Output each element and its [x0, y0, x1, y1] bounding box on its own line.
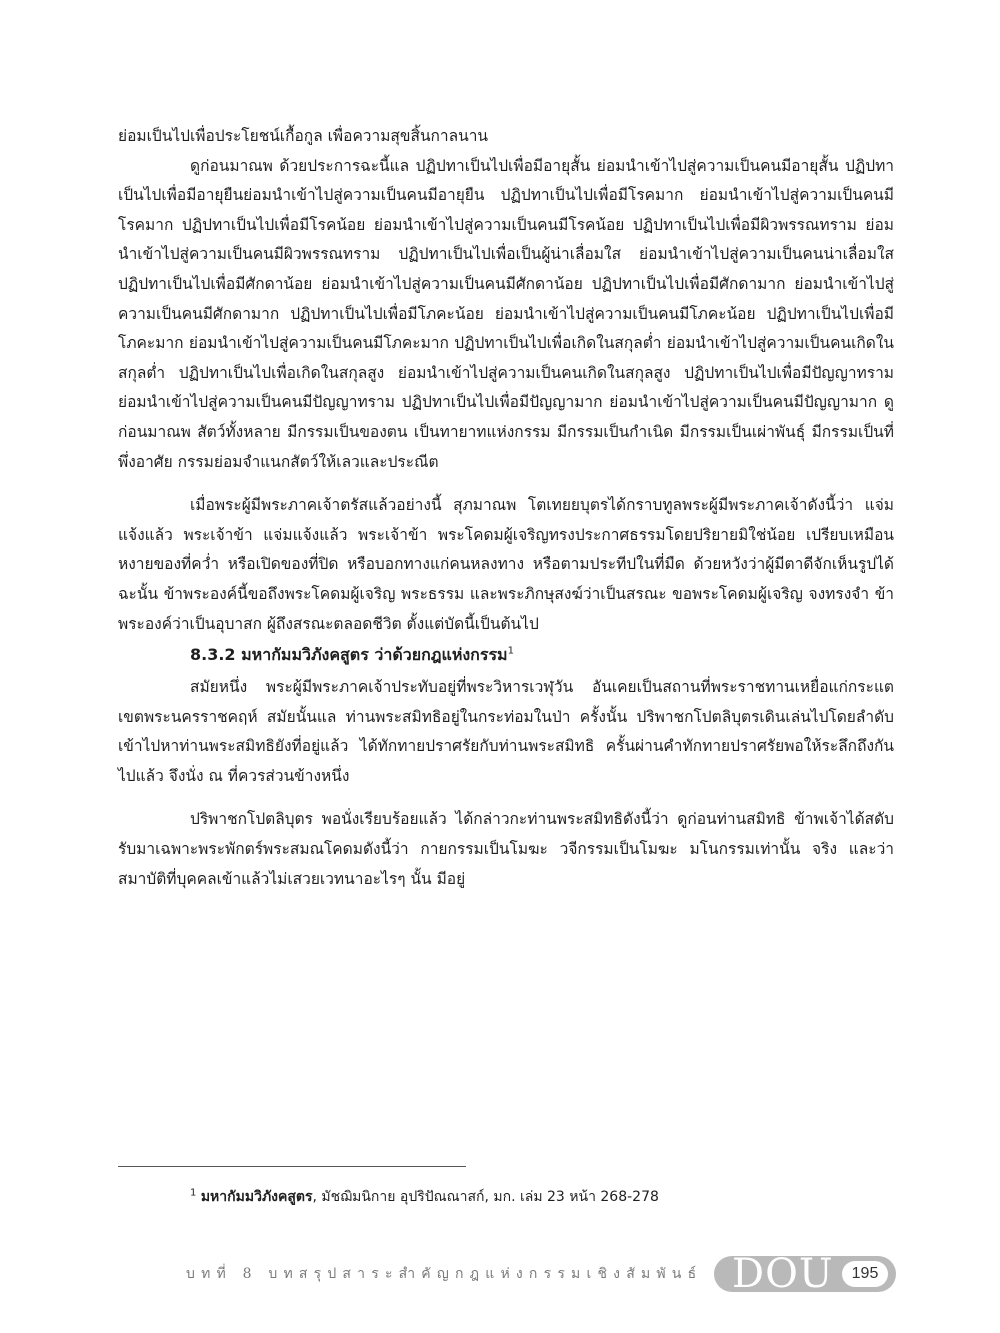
- paragraph-subha-response: เมื่อพระผู้มีพระภาคเจ้าตรัสแล้วอย่างนี้ สุภมาณพ โตเทยยบุตรได้กราบทูลพระผู้มีพระภาคเจ้าดังนี้ว่า แจ่มแจ้งแล้ว พระเจ้าข้า แจ่มแจ้งแล้ว พระเจ้าข้า พระโคดมผู้เจริญทรงประกาศธรรมโดยปริยายมิใช่น้อย เปรียบเหมือนหงายของที่คว่ำ หรือเปิดของที่ปิด หรือบอกทางแก่คนหลงทาง หรือตามประทีปในที่มืด ด้วยหวังว่าผู้มีตาดีจักเห็นรูปได้ฉะนั้น ข้าพระองค์นี้ขอถึงพระโคดมผู้เจริญ พระธรรม และพระภิกษุสงฆ์ว่าเป็นสรณะ ขอพระโคดมผู้เจริญ จงทรงจำ ข้าพระองค์ว่าเป็นอุบาสก ผู้ถึงสรณะตลอดชีวิต ตั้งแต่บัดนี้เป็นต้นไป: [118, 496, 894, 633]
- footnote-title: มหากัมมวิภังคสูตร: [200, 1189, 313, 1205]
- page-footer: [186, 1251, 906, 1297]
- footnote-divider: [118, 1166, 466, 1167]
- section-heading-text: 8.3.2 มหากัมมวิภังคสูตร ว่าด้วยกฎแห่งกรรม: [190, 645, 508, 665]
- body-text: [118, 122, 894, 894]
- footnote: [190, 1186, 890, 1208]
- page-number: 195: [842, 1261, 888, 1287]
- paragraph-karma-results: ดูก่อนมาณพ ด้วยประการฉะนี้แล ปฏิปทาเป็นไปเพื่อมีอายุสั้น ย่อมนำเข้าไปสู่ความเป็นคนมีอายุสั้น ปฏิปทาเป็นไปเพื่อมีอายุยืนย่อมนำเข้าไปสู่ความเป็นคนมีอายุยืน ปฏิปทาเป็นไปเพื่อมีโรคมาก ย่อมนำเข้าไปสู่ความเป็นคนมีโรคมาก ปฏิปทาเป็นไปเพื่อมีโรคน้อย ย่อมนำเข้าไปสู่ความเป็นคนมีโรคน้อย ปฏิปทาเป็นไปเพื่อมีผิวพรรณทราม ย่อมนำเข้าไปสู่ความเป็นคนมีผิวพรรณทราม ปฏิปทาเป็นไปเพื่อเป็นผู้น่าเลื่อมใส ย่อมนำเข้าไปสู่ความเป็นคนน่าเลื่อมใส ปฏิปทาเป็นไปเพื่อมีศักดาน้อย ย่อมนำเข้าไปสู่ความเป็นคนมีศักดาน้อย ปฏิปทาเป็นไปเพื่อมีศักดามาก ย่อมนำเข้าไปสู่ความเป็นคนมีศักดามาก ปฏิปทาเป็นไปเพื่อมีโภคะน้อย ย่อมนำเข้าไปสู่ความเป็นคนมีโภคะน้อย ปฏิปทาเป็นไปเพื่อมีโภคะมาก ย่อมนำเข้าไปสู่ความเป็นคนมีโภคะมาก ปฏิปทาเป็นไปเพื่อเกิดในสกุลต่ำ ย่อมนำเข้าไปสู่ความเป็นคนเกิดในสกุลต่ำ ปฏิปทาเป็นไปเพื่อเกิดในสกุลสูง ย่อมนำเข้าไปสู่ความเป็นคนเกิดในสกุลสูง ปฏิปทาเป็นไปเพื่อมีปัญญาทราม ย่อมนำเข้าไปสู่ความเป็นคนมีปัญญาทราม ปฏิปทาเป็นไปเพื่อมีปัญญามาก ย่อมนำเข้าไปสู่ความเป็นคนมีปัญญามาก ดูก่อนมาณพ สัตว์ทั้งหลาย มีกรรมเป็นของตน เป็นทายาทแห่งกรรม มีกรรมเป็นกำเนิด มีกรรมเป็นเผ่าพันธุ์ มีกรรมเป็นที่พึ่งอาศัย กรรมย่อมจำแนกสัตว์ให้เลวและประณีต: [118, 156, 894, 471]
- footnote-source: , มัชฌิมนิกาย อุปริปัณณาสก์, มก. เล่ม 23 หน้า 268-278: [312, 1189, 659, 1205]
- footer-chapter-title: บทที่ 8 บทสรุปสาระสำคัญกฎแห่งกรรมเชิงสัมพันธ์: [186, 1266, 703, 1282]
- footnote-number: 1: [190, 1187, 197, 1199]
- paragraph-samiddhi-intro: สมัยหนึ่ง พระผู้มีพระภาคเจ้าประทับอยู่ที่พระวิหารเวฬุวัน อันเคยเป็นสถานที่พระราชทานเหยื่อแก่กระแต เขตพระนครราชคฤห์ สมัยนั้นแล ท่านพระสมิทธิอยู่ในกระท่อมในป่า ครั้งนั้น ปริพาชกโปตลิบุตรเดินเล่นไปโดยลำดับเข้าไปหาท่านพระสมิทธิยังที่อยู่แล้ว ได้ทักทายปราศรัยกับท่านพระสมิทธิ ครั้นผ่านคำทักทายปราศรัยพอให้ระลึกถึงกันไปแล้ว จึงนั่ง ณ ที่ควรส่วนข้างหนึ่ง: [118, 678, 894, 785]
- dou-logo: DOU: [732, 1251, 834, 1297]
- footnote-reference[interactable]: 1: [507, 645, 514, 657]
- paragraph-continuation: ย่อมเป็นไปเพื่อประโยชน์เกื้อกูล เพื่อความสุขสิ้นกาลนาน: [118, 127, 489, 145]
- section-heading: [118, 639, 894, 671]
- footer-badge: [714, 1251, 896, 1297]
- paragraph-potaliputta: ปริพาชกโปตลิบุตร พอนั่งเรียบร้อยแล้ว ได้กล่าวกะท่านพระสมิทธิดังนี้ว่า ดูก่อนท่านสมิทธิ ข้าพเจ้าได้สดับรับมาเฉพาะพระพักตร์พระสมณโคดมดังนี้ว่า กายกรรมเป็นโมฆะ วจีกรรมเป็นโมฆะ มโนกรรมเท่านั้น จริง และว่าสมาบัติที่บุคคลเข้าแล้วไม่เสวยเวทนาอะไรๆ นั้น มีอยู่: [118, 810, 894, 888]
